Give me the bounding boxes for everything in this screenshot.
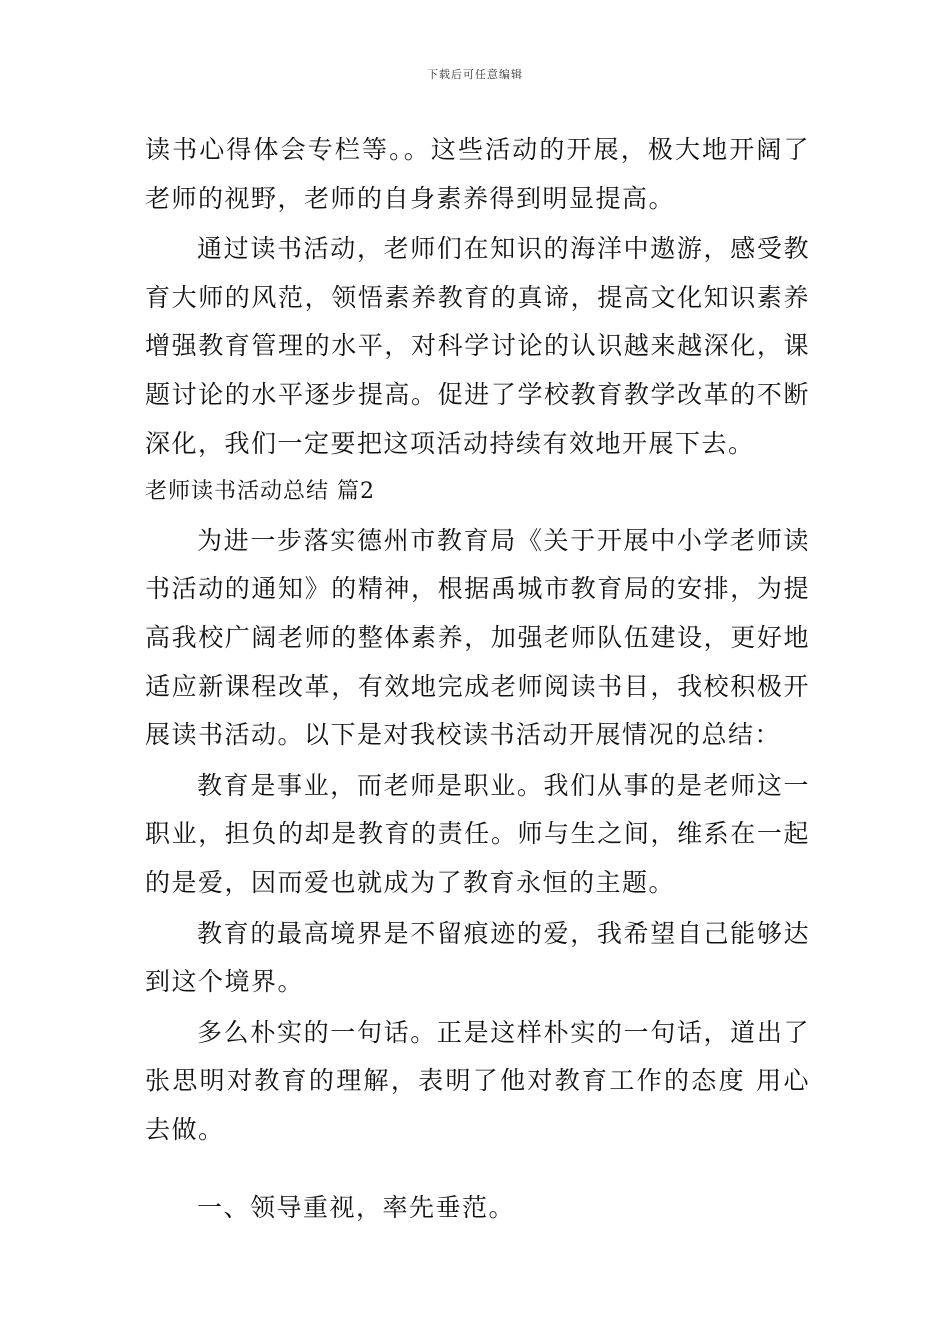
page-header: 下载后可任意编辑 [427,68,523,81]
document-body [145,126,810,1233]
subsection-title: 一、领导重视，率先垂范。 [197,1193,516,1223]
paragraph-continuation: 读书心得体会专栏等。。这些活动的开展，极大地开阔了老师的视野，老师的自身素养得到明显提高。 [145,135,810,213]
paragraph-simple-words: 多么朴实的一句话。正是这样朴实的一句话，道出了张思明对教育的理解，表明了他对教育工作的态度 用心去做。 [145,1017,810,1144]
paragraph-highest-realm: 教育的最高境界是不留痕迹的爱，我希望自己能够达到这个境界。 [145,918,810,997]
section-title: 老师读书活动总结 篇2 [145,479,375,505]
paragraph-intro: 为进一步落实德州市教育局《关于开展中小学老师读书活动的通知》的精神，根据禹城市教育局的安排，为提高我校广阔老师的整体素养，加强老师队伍建设，更好地适应新课程改革，有效地完成老师阅读书目，我校积极开展读书活动。以下是对我校读书活动开展情况的总结： [145,525,810,750]
paragraph-education-career: 教育是事业，而老师是职业。我们从事的是老师这一职业，担负的却是教育的责任。师与生之间，维系在一起的是爱，因而爱也就成为了教育永恒的主题。 [145,770,810,897]
paragraph-reading-summary: 通过读书活动，老师们在知识的海洋中遨游，感受教育大师的风范，领悟素养教育的真谛，提高文化知识素养增强教育管理的水平，对科学讨论的认识越来越深化，课题讨论的水平逐步提高。促进了学校教育教学改革的不断深化，我们一定要把这项活动持续有效地开展下去。 [145,234,810,458]
